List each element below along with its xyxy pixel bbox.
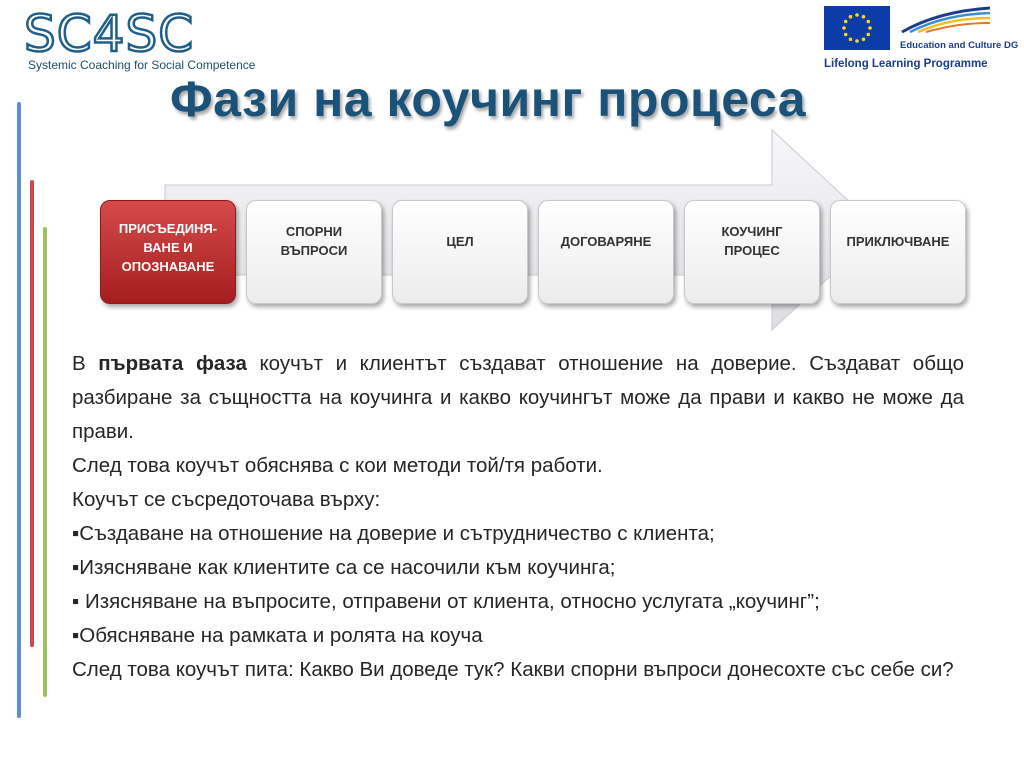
education-culture-label: Education and Culture DG [900, 40, 1019, 51]
process-step-label: ДОГОВАРЯНЕ [560, 233, 652, 249]
process-step-label: ЦЕЛ [446, 233, 474, 249]
eu-star-icon [862, 38, 866, 42]
logo-subtitle: Systemic Coaching for Social Competence [28, 58, 256, 72]
eu-star-icon [867, 33, 871, 37]
process-diagram [90, 125, 990, 335]
accent-line-red [30, 180, 34, 647]
eu-star-icon [867, 20, 871, 24]
eu-star-icon [855, 39, 859, 43]
text-first-phase: първата фаза [98, 352, 247, 375]
page-title: Фази на коучинг процеса [170, 71, 807, 127]
process-step [246, 200, 382, 304]
bullet-item: ▪Обясняване на рамката и ролята на коуча [72, 624, 483, 647]
process-step [538, 200, 674, 304]
body-text [72, 347, 964, 687]
process-step-label: СПОРНИ ВЪПРОСИ [280, 224, 348, 258]
eu-logos [820, 2, 1020, 78]
eu-star-icon [844, 20, 848, 24]
lifelong-learning-label: Lifelong Learning Programme [824, 58, 988, 70]
bullet-item: ▪Изясняване как клиентите са се насочили към коучинга; [72, 556, 616, 579]
bullet-item: ▪ Изясняване на въпросите, отправени от клиента, относно услугата „коучинг”; [72, 590, 820, 613]
process-step-label: ПРИКЛЮЧВАНЕ [846, 233, 950, 249]
eu-star-icon [849, 15, 853, 19]
paragraph-first-phase [72, 347, 964, 449]
paragraph-methods: След това коучът обяснява с кои методи той/тя работи. [72, 454, 603, 477]
process-step-label: КОУЧИНГ ПРОЦЕС [721, 224, 783, 258]
paragraph-focus: Коучът се съсредоточава върху: [72, 488, 381, 511]
eu-star-icon [868, 26, 872, 30]
process-step [392, 200, 528, 304]
eu-star-icon [855, 13, 859, 17]
eu-star-icon [844, 33, 848, 37]
text-intro: В [72, 352, 99, 375]
eu-star-icon [862, 15, 866, 19]
process-step [100, 200, 236, 304]
text-first-phase-rest: коучът и клиентът създават отношение на доверие. Създават общо разбиране за същността на коучинга и какво коучингът може да прави и какво не може да прави. [72, 352, 964, 443]
paragraph-questions: След това коучът пита: Какво Ви доведе тук? Какви спорни въпроси донесохте със себе си? [72, 658, 954, 681]
eu-star-icon [849, 38, 853, 42]
process-step [684, 200, 820, 304]
sc4sc-logo [24, 5, 274, 78]
bullet-item: ▪Създаване на отношение на доверие и сътрудничество с клиента; [72, 522, 715, 545]
eu-star-icon [842, 26, 846, 30]
process-step-label: ПРИСЪЕДИНЯ- ВАНЕ И ОПОЗНАВАНЕ [118, 220, 218, 274]
process-step [830, 200, 966, 304]
logo-text: SC4SC [24, 5, 195, 63]
eu-flag-icon [824, 6, 890, 50]
education-culture-swoosh-icon [900, 6, 992, 36]
accent-line-blue [17, 102, 21, 718]
accent-line-green [43, 227, 47, 697]
